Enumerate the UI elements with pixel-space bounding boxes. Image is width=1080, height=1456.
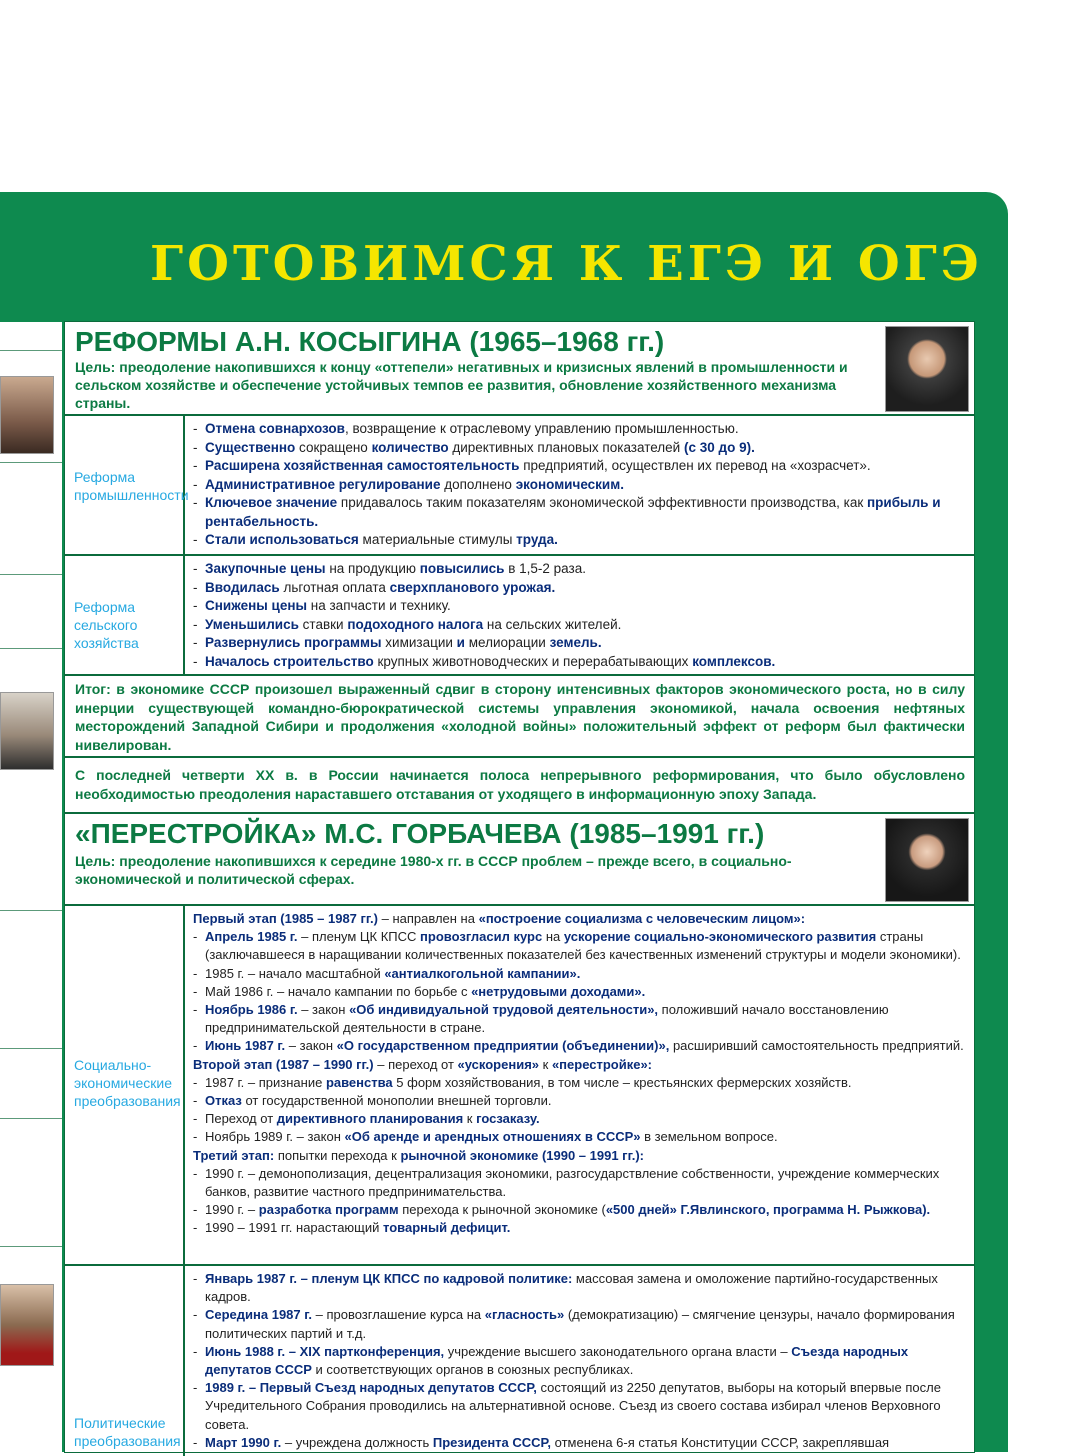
agriculture-reform-row (65, 556, 974, 676)
political-item: - Январь 1987 г. – пленум ЦК КПСС по кадровой политике: массовая замена и омоложение партийно-государственных кадров. (189, 1270, 969, 1306)
social-item: - Ноябрь 1989 г. – закон «Об аренде и арендных отношениях в СССР» в земельном вопросе. (189, 1128, 969, 1146)
kosygin-result (65, 676, 974, 758)
social-item: - 1987 г. – признание равенства 5 форм хозяйствования, в том числе – крестьянских фермерских хозяйств. (189, 1074, 969, 1092)
kosygin-header (65, 322, 974, 416)
portrait-photo (0, 692, 54, 770)
industry-item: - Существенно сокращено количество директивных плановых показателей (с 30 до 9). (189, 439, 969, 458)
agriculture-item: - Вводилась льготная оплата сверхпланового урожая. (189, 579, 969, 598)
political-item: - Середина 1987 г. – провозглашение курса на «гласность» (демократизацию) – смягчение цензуры, начало формирования политических партий и т.д. (189, 1306, 969, 1342)
political-item: - 1989 г. – Первый Съезд народных депутатов СССР, состоящий из 2250 депутатов, выборы на который впервые после Учредительного Собрания проводились на альтернативной основе. Съезд из своего состава избирал членов Верховного совета. (189, 1379, 969, 1434)
industry-item: - Отмена совнархозов, возвращение к отраслевому управлению промышленностью. (189, 420, 969, 439)
transition-text: С последней четверти XX в. в России начинается полоса непрерывного реформирования, что было обусловлено необходимостью преодоления нараставшего отставания от уходящего в информационную эпоху Запада. (75, 767, 965, 802)
social-label-cell (65, 906, 185, 1264)
social-label: Социально-экономические преобразования (74, 1057, 181, 1109)
left-cropped-column (0, 322, 62, 1452)
kosygin-result-text: Итог: в экономике СССР произошел выраженный сдвиг в сторону интенсивных факторов экономического роста, но в силу инерции существующей командно-бюрократической системы управления экономикой, начала освоения нефтяных месторождений Западной Сибири и продолжения «холодной войны» положительный эффект от реформ был фактически нивелирован. (75, 681, 965, 753)
social-item: Третий этап: попытки перехода к рыночной экономике (1990 – 1991 гг.): (193, 1147, 644, 1163)
industry-label-cell (65, 416, 189, 554)
gorbachev-title: «ПЕРЕСТРОЙКА» М.С. ГОРБАЧЕВА (1985–1991 гг.) (75, 818, 765, 849)
transition-row (65, 758, 974, 814)
social-economic-row (65, 906, 974, 1266)
political-item: - Март 1990 г. – учреждена должность Президента СССР, отменена 6-я статья Конституции СССР, закреплявшая (189, 1434, 969, 1452)
social-item: - 1985 г. – начало масштабной «антиалкогольной кампании». (189, 965, 969, 983)
main-table (65, 322, 974, 1452)
agriculture-items (189, 560, 969, 671)
industry-label: Реформа промышленности (74, 469, 189, 503)
agriculture-item: - Развернулись программы химизации и мелиорации земель. (189, 634, 969, 653)
gorbachev-header (65, 814, 974, 906)
agriculture-item: - Началось строительство крупных животноводческих и перерабатывающих комплексов. (189, 653, 969, 672)
agriculture-item: - Снижены цены на запчасти и технику. (189, 597, 969, 616)
political-label-cell (65, 1266, 185, 1456)
industry-item: - Стали использоваться материальные стимулы труда. (189, 531, 969, 550)
industry-reform-row (65, 416, 974, 556)
kosygin-portrait (885, 326, 969, 412)
political-label: Политические преобразования (74, 1415, 181, 1449)
portrait-photo (0, 1284, 54, 1366)
gorbachev-portrait (885, 818, 969, 902)
social-items (189, 910, 969, 1238)
social-item: Первый этап (1985 – 1987 гг.) – направлен на «построение социализма с человеческим лицом»: (193, 911, 806, 926)
industry-items (189, 420, 969, 550)
gorbachev-goal: Цель: преодоление накопившихся к середине 1980-х гг. в СССР проблем – прежде всего, в социально-экономической и политической сферах. (75, 853, 792, 887)
political-row (65, 1266, 974, 1456)
agriculture-item: - Закупочные цены на продукцию повысились в 1,5-2 раза. (189, 560, 969, 579)
agriculture-label-cell (65, 556, 185, 674)
social-item: - Переход от директивного планирования к госзаказу. (189, 1110, 969, 1128)
social-item: - 1990 г. – разработка программ перехода к рыночной экономике («500 дней» Г.Явлинского, программа Н. Рыжкова). (189, 1201, 969, 1219)
agriculture-label: Реформа сельского хозяйства (74, 599, 139, 651)
industry-item: - Расширена хозяйственная самостоятельность предприятий, осуществлен их перевод на «хозрасчет». (189, 457, 969, 476)
kosygin-title: РЕФОРМЫ А.Н. КОСЫГИНА (1965–1968 гг.) (75, 326, 665, 357)
industry-item: - Ключевое значение придавалось таким показателям экономической эффективности производства, как прибыль и рентабельность. (189, 494, 969, 531)
industry-item: - Административное регулирование дополнено экономическим. (189, 476, 969, 495)
social-item: - Июнь 1987 г. – закон «О государственном предприятии (объединении)», расширивший самостоятельность предприятий. (189, 1037, 969, 1055)
social-item: Второй этап (1987 – 1990 гг.) – переход от «ускорения» к «перестройке»: (193, 1056, 653, 1072)
banner-title: ГОТОВИМСЯ К ЕГЭ И ОГЭ (150, 236, 983, 292)
social-item: - Май 1986 г. – начало кампании по борьбе с «нетрудовыми доходами». (189, 983, 969, 1001)
political-items (189, 1270, 969, 1452)
agriculture-item: - Уменьшились ставки подоходного налога на сельских жителей. (189, 616, 969, 635)
social-item: - Отказ от государственной монополии внешней торговли. (189, 1092, 969, 1110)
social-item: - Ноябрь 1986 г. – закон «Об индивидуальной трудовой деятельности», положивший начало восстановлению предпринимательской деятельности в стране. (189, 1001, 969, 1037)
social-item: - 1990 – 1991 гг. нарастающий товарный дефицит. (189, 1219, 969, 1237)
portrait-photo (0, 376, 54, 454)
social-item: - Апрель 1985 г. – пленум ЦК КПСС провозгласил курс на ускорение социально-экономического развития страны (заключавшееся в наращивании количественных показателей без качественных изменений структуры и модели экономики). (189, 928, 969, 964)
kosygin-goal: Цель: преодоление накопившихся к концу «оттепели» негативных и кризисных явлений в промышленности и сельском хозяйстве и обеспечение устойчивых темпов ее развития, обновление хозяйственного механизма страны. (75, 359, 848, 411)
social-item: - 1990 г. – демонополизация, децентрализация экономики, разгосударствление собственности, учреждение коммерческих банков, развитие частного предпринимательства. (189, 1165, 969, 1201)
political-item: - Июнь 1988 г. – XIX партконференция, учреждение высшего законодательного органа власти – Съезда народных депутатов СССР и соответствующих органов в союзных республиках. (189, 1343, 969, 1379)
